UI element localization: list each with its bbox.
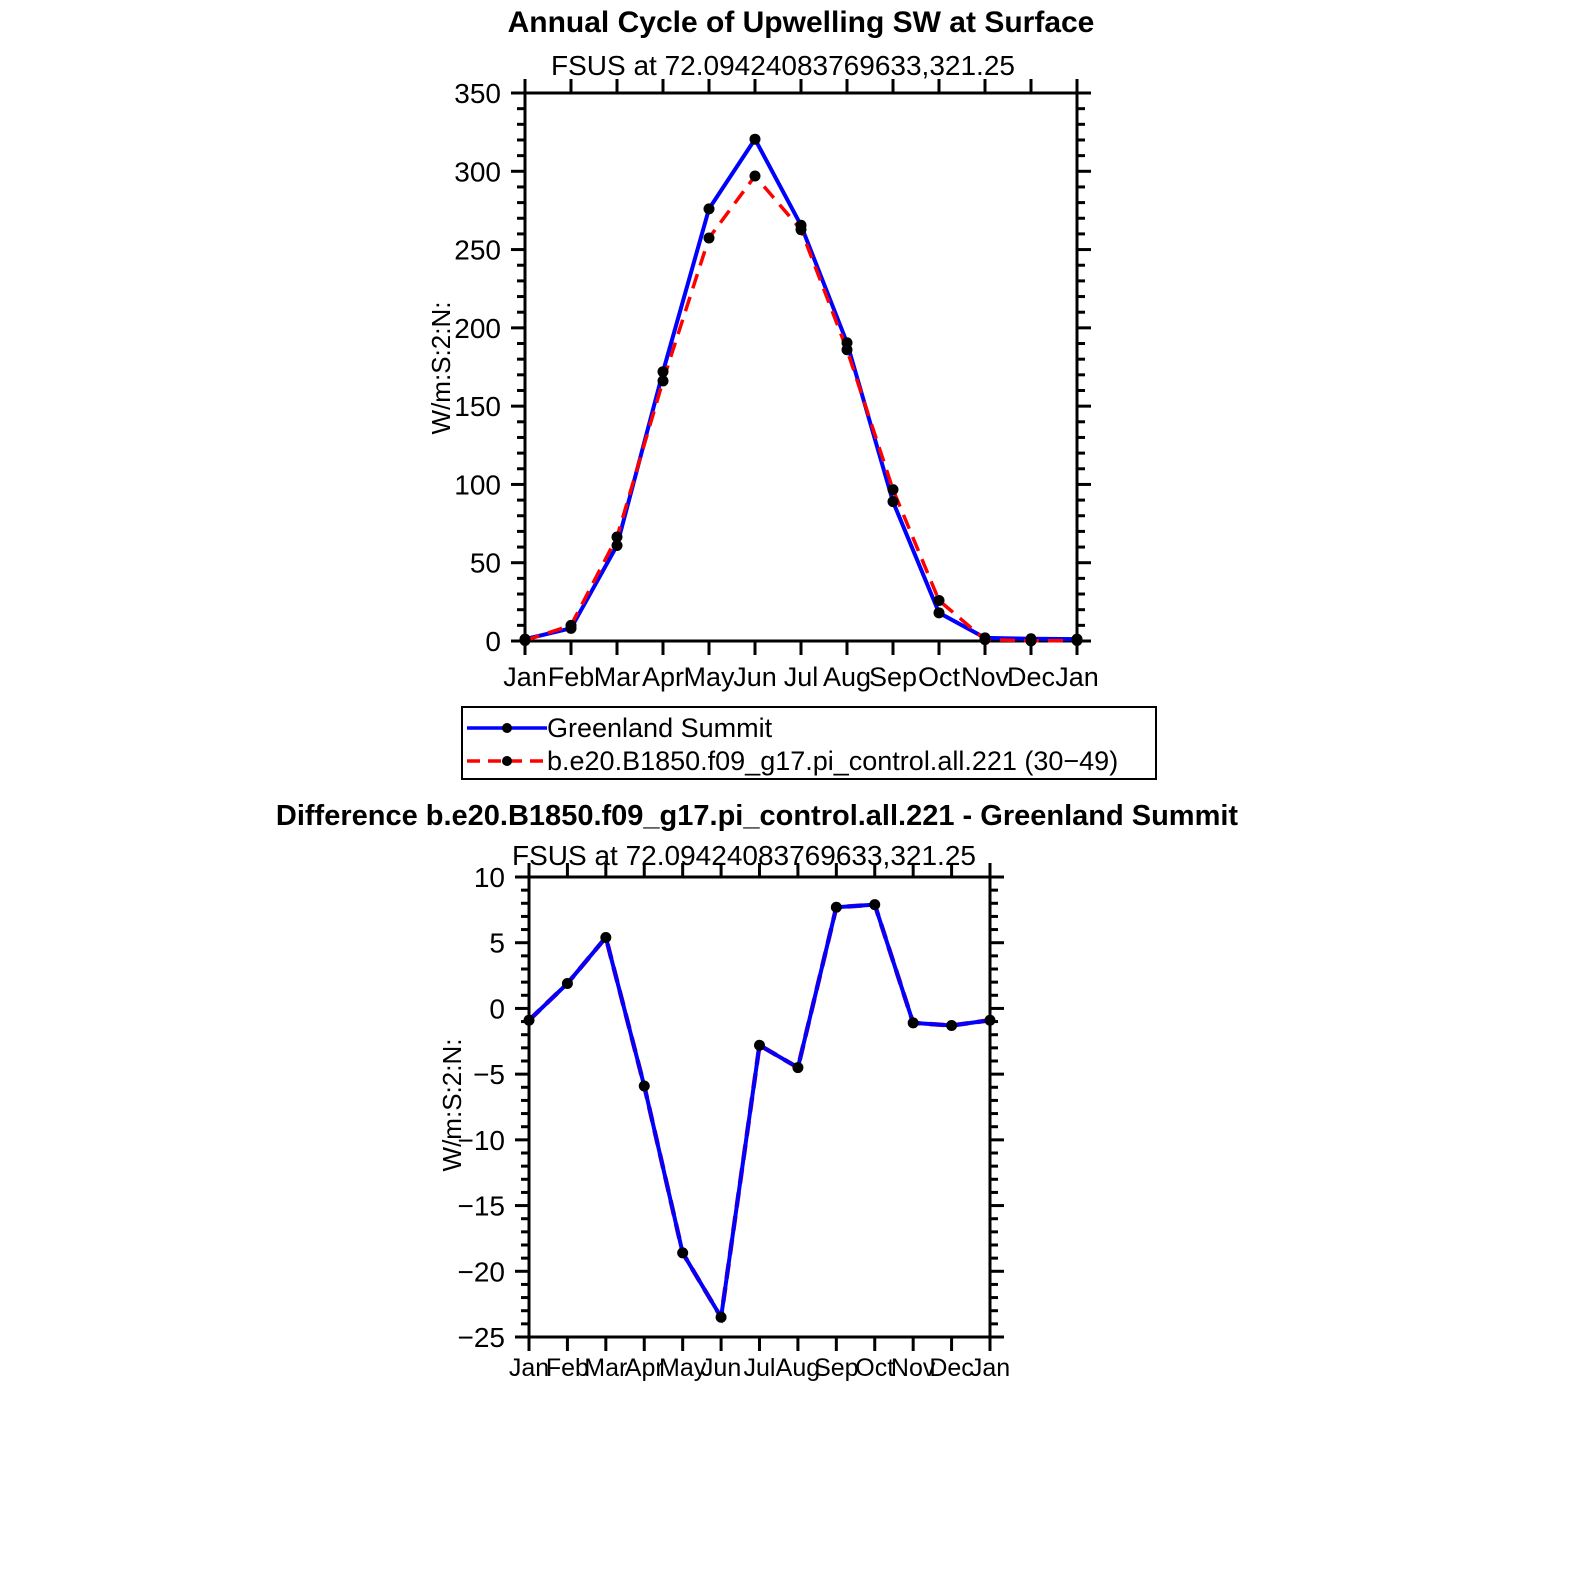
y-tick-label: −20 — [457, 1256, 505, 1288]
y-axis-label-annual-cycle: W/m:S:2:N: — [426, 301, 456, 435]
data-point-marker — [792, 1062, 803, 1073]
y-tick-label: −5 — [473, 1059, 505, 1091]
y-tick-label: 5 — [489, 927, 505, 959]
data-point-marker — [562, 978, 573, 989]
y-tick-label: −10 — [457, 1124, 505, 1156]
x-tick-label: Mar — [584, 1354, 628, 1382]
legend-item — [467, 711, 1155, 744]
y-tick-label: 10 — [473, 862, 505, 893]
legend-marker — [502, 723, 512, 733]
data-point-marker — [716, 1312, 727, 1323]
difference-chart — [458, 862, 1011, 1382]
data-point-marker — [704, 203, 715, 214]
legend-item — [467, 744, 1155, 777]
annual-cycle-chart — [454, 78, 1098, 692]
data-point-marker — [934, 607, 945, 618]
data-point-marker — [934, 595, 945, 606]
y-tick-label: 200 — [454, 312, 501, 344]
data-point-marker — [869, 899, 880, 910]
x-tick-label: Nov — [960, 662, 1010, 692]
x-tick-label: Oct — [855, 1354, 895, 1382]
data-point-marker — [750, 170, 761, 181]
x-tick-label: Feb — [545, 1354, 589, 1382]
x-tick-label: May — [659, 1354, 707, 1382]
data-point-marker — [908, 1017, 919, 1028]
data-point-marker — [658, 375, 669, 386]
y-tick-label: 150 — [454, 391, 501, 423]
x-tick-label: Oct — [917, 662, 961, 692]
y-tick-label: 0 — [489, 993, 505, 1025]
series-line-dashed — [525, 176, 1077, 641]
data-point-marker — [888, 496, 899, 507]
x-tick-label: Dec — [929, 1354, 974, 1382]
data-point-marker — [677, 1247, 688, 1258]
data-point-marker — [600, 932, 611, 943]
legend-line-sample-solid — [467, 717, 547, 739]
series-line-solid — [525, 139, 1077, 639]
x-tick-label: Mar — [593, 662, 641, 692]
x-tick-label: Feb — [547, 662, 595, 692]
data-point-marker — [946, 1020, 957, 1031]
x-tick-label: Jun — [733, 662, 777, 692]
x-tick-label: Apr — [641, 662, 685, 692]
series-line-underlay — [529, 905, 990, 1318]
data-point-marker — [524, 1015, 535, 1026]
x-tick-label: Dec — [1006, 662, 1056, 692]
y-tick-label: −15 — [457, 1190, 505, 1222]
x-tick-label: Apr — [624, 1354, 664, 1382]
x-tick-label: Nov — [890, 1354, 936, 1382]
data-point-marker — [754, 1040, 765, 1051]
x-tick-label: Jan — [1055, 662, 1099, 692]
y-tick-label: 300 — [454, 156, 501, 188]
legend-label: Greenland Summit — [547, 712, 773, 743]
legend-line-sample-dashed — [467, 750, 547, 772]
y-tick-label: 350 — [454, 78, 501, 109]
data-point-marker — [612, 532, 623, 543]
chart-subtitle-annual-cycle: FSUS at 72.09424083769633,321.25 — [551, 50, 1015, 81]
y-tick-label: 50 — [469, 547, 501, 579]
data-point-marker — [831, 902, 842, 913]
data-point-marker — [842, 344, 853, 355]
data-point-marker — [1026, 635, 1037, 646]
data-point-marker — [888, 484, 899, 495]
x-tick-label: Jan — [508, 1354, 550, 1382]
x-tick-label: Sep — [814, 1354, 859, 1382]
x-tick-label: Jul — [743, 1354, 776, 1382]
legend-marker — [502, 756, 512, 766]
x-tick-label: Jan — [503, 662, 547, 692]
x-tick-label: Jul — [783, 662, 819, 692]
x-tick-label: May — [683, 662, 735, 692]
data-point-marker — [796, 224, 807, 235]
y-axis-label-difference: W/m:S:2:N: — [437, 1038, 467, 1172]
y-tick-label: 100 — [454, 469, 501, 501]
series-line-solid — [529, 905, 990, 1318]
y-tick-label: 250 — [454, 234, 501, 266]
data-point-marker — [1072, 635, 1083, 646]
legend — [461, 706, 1157, 780]
data-point-marker — [566, 620, 577, 631]
data-point-marker — [520, 635, 531, 646]
x-tick-label: Sep — [868, 662, 918, 692]
y-tick-label: 0 — [485, 626, 501, 657]
legend-label: b.e20.B1850.f09_g17.pi_control.all.221 (30−49) — [547, 745, 1119, 776]
data-point-marker — [704, 232, 715, 243]
data-point-marker — [985, 1015, 996, 1026]
y-tick-label: −25 — [457, 1322, 505, 1353]
data-point-marker — [639, 1080, 650, 1091]
chart-subtitle-difference: FSUS at 72.09424083769633,321.25 — [512, 840, 976, 871]
x-tick-label: Jun — [700, 1354, 742, 1382]
x-tick-label: Jan — [969, 1354, 1011, 1382]
data-point-marker — [980, 634, 991, 645]
x-tick-label: Aug — [775, 1354, 821, 1382]
data-point-marker — [750, 134, 761, 145]
chart-title-annual-cycle: Annual Cycle of Upwelling SW at Surface — [507, 6, 1095, 39]
chart-title-difference: Difference b.e20.B1850.f09_g17.pi_control.all.221 - Greenland Summit — [275, 800, 1239, 832]
x-tick-label: Aug — [822, 662, 872, 692]
